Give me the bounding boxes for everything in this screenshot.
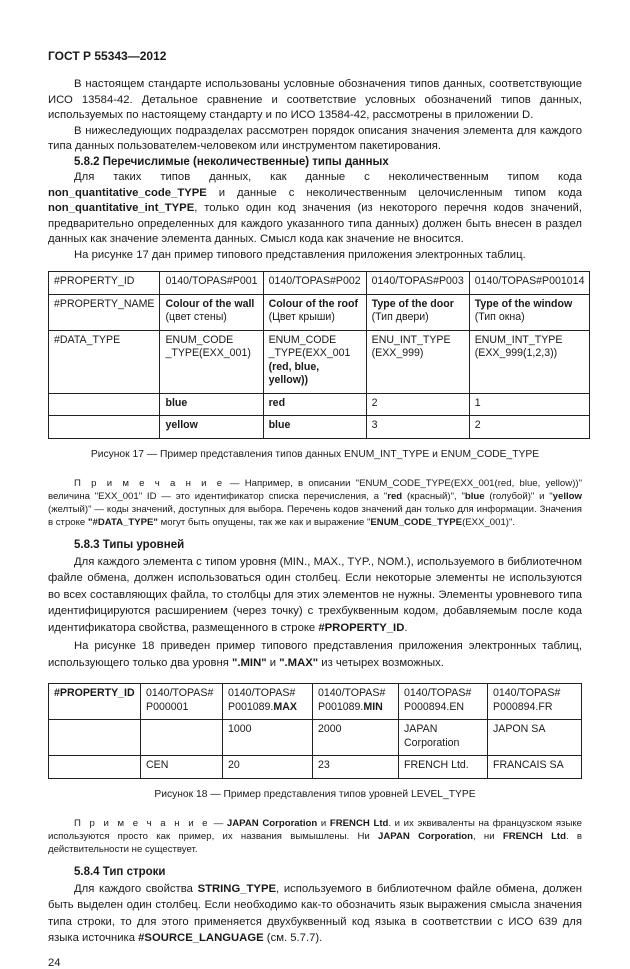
bold-text: blue	[165, 396, 188, 409]
bold-text: red	[387, 490, 403, 502]
bold-text: STRING_TYPE	[197, 882, 277, 895]
bold-text: MAX	[273, 700, 297, 713]
table-cell	[313, 684, 399, 720]
table-row	[49, 272, 590, 295]
bold-text: Colour of the roof	[268, 297, 359, 310]
text: 2	[474, 419, 481, 431]
bold-text: non_quantitative_code_TYPE	[48, 186, 207, 199]
table-cell	[49, 416, 160, 439]
text: ENUM_CODE	[268, 333, 337, 346]
text: ENUM_INT_TYPE	[474, 333, 563, 346]
document-header: ГОСТ Р 55343—2012	[48, 49, 167, 63]
text: 23	[318, 759, 330, 772]
note	[48, 817, 582, 857]
bold-text: "#DATA_TYPE"	[87, 517, 158, 529]
table-cell	[263, 294, 366, 330]
table-row	[49, 294, 590, 330]
table-row	[49, 393, 590, 416]
figure-17-caption: Рисунок 17 — Пример представления типов данных ENUM_INT_TYPE и ENUM_CODE_TYPE	[90, 448, 540, 460]
text: 0140/TOPAS#P002	[268, 275, 361, 287]
paragraph	[48, 638, 582, 671]
text: (Тип двери)	[371, 311, 429, 323]
text: _TYPE(EXX_001)	[165, 347, 251, 359]
text: P000894.EN	[404, 700, 465, 713]
text: 0140/TOPAS#P003	[371, 275, 464, 287]
figure-18-caption: Рисунок 18 — Пример представления типов уровней LEVEL_TYPE	[154, 788, 476, 800]
text: P000894.FR	[493, 700, 553, 713]
text: (цвет стены)	[165, 311, 227, 323]
bold-text: FRENCH Ltd	[502, 831, 566, 843]
table-cell	[141, 684, 223, 720]
text: 0140/TOPAS#	[228, 687, 296, 700]
text: ENUM_CODE	[165, 333, 234, 346]
table-cell	[399, 756, 488, 779]
figure-18-table	[48, 683, 582, 779]
table-cell	[141, 720, 223, 756]
table-cell	[160, 330, 263, 393]
text: могут быть опущены, так же как и выражение "	[157, 517, 371, 529]
text: 0140/TOPAS#	[404, 687, 472, 700]
page-number: 24	[48, 956, 61, 969]
table-cell	[469, 294, 590, 330]
table-cell	[263, 330, 366, 393]
bold-text: #SOURCE_LANGUAGE	[138, 932, 264, 945]
table-cell	[160, 294, 263, 330]
table-row	[49, 756, 582, 779]
text: .	[404, 621, 408, 634]
table-cell	[399, 684, 488, 720]
bold-text: ENUM_CODE_TYPE	[370, 517, 463, 529]
text: CEN	[146, 759, 169, 772]
table-cell	[263, 272, 366, 295]
text: и	[266, 656, 280, 669]
text: P001089.	[228, 700, 274, 713]
bold-text: red	[268, 396, 286, 409]
bold-text: yellow	[165, 419, 198, 431]
text: 0140/TOPAS#	[493, 687, 561, 700]
text: (Цвет крыши)	[268, 311, 335, 323]
text: FRENCH Ltd.	[404, 759, 469, 772]
table-cell	[49, 393, 160, 416]
bold-text: Type of the door	[371, 297, 454, 310]
text: 1000	[228, 723, 252, 736]
text: 3	[371, 419, 378, 431]
table-cell	[469, 416, 590, 439]
bold-text: yellow	[552, 490, 582, 502]
table-cell	[469, 330, 590, 393]
table-cell	[49, 330, 160, 393]
bold-text: (red, blue, yellow))	[268, 360, 320, 386]
text: 20	[228, 759, 240, 772]
bold-text: MIN	[363, 700, 383, 713]
bold-text: #PROPERTY_ID	[318, 621, 405, 634]
text: P001089.	[318, 700, 364, 713]
paragraph	[48, 170, 582, 248]
text: Для таких типов данных, как данные с неколичественным типом кода	[74, 171, 582, 183]
text: В нижеследующих подразделах рассмотрен порядок описания значения элемента для каждого типа данных пользователем-человеком или инструментом пакетирования.	[48, 124, 582, 152]
section-heading-5-8-2: 5.8.2 Перечислимые (неколичественные) типы данных	[74, 155, 389, 168]
bold-text: non_quantitative_int_TYPE	[48, 202, 195, 214]
text: JAPAN	[404, 723, 438, 736]
text: — Например, в описании "ENUM_CODE_TYPE(EXX_001(red, blue, yellow))" величина "EXX_001" ID — это идентификатор списка перечисления, а "	[48, 477, 582, 502]
table-cell	[49, 272, 160, 295]
text: #PROPERTY_ID	[54, 275, 135, 287]
table-cell	[160, 416, 263, 439]
text: , только один код значения (из некоторого перечня кодов значений, предварительно определенных для каждого указанного типа данных) должен быть внесен в раздел данных как значение элемента данных. Смысл кода как значение не вносится.	[48, 202, 582, 245]
table-cell	[488, 720, 582, 756]
table-cell	[488, 684, 582, 720]
table-cell	[49, 294, 160, 330]
paragraph	[48, 881, 582, 947]
text: из четырех возможных.	[318, 656, 444, 669]
figure-17-table	[48, 271, 590, 439]
table-cell	[469, 393, 590, 416]
text: и данные с неколичественным целочисленным типом кода	[206, 186, 582, 199]
bold-text: blue	[268, 419, 291, 431]
text: В настоящем стандарте использованы условные обозначения типов данных, соответствующие ИСО 13584-42. Детальное сравнение и соответствие условных обозначений типов данных, используемых по настоящему стандарту и по ИСО 13584-42, рассмотрены в приложении D.	[48, 78, 582, 121]
text: ENU_INT_TYPE	[371, 333, 451, 346]
table-cell	[160, 272, 263, 295]
text: Для каждого элемента с типом уровня (MIN., MAX., TYP., NOM.), используемого в библиотечном файле обмена, должен использоваться один столбец. Если некоторые элементы не используются во всех составляющих файла, то столбцы для этих элементов не нужны. Элементы уровневого типа идентифицируются расширением (через точку) с трехбуквенным кодом, добавляемым после кода идентификатора свойства, размещенного в строке	[48, 555, 582, 634]
text: (красный)", "	[402, 490, 465, 502]
text: Для каждого свойства	[74, 882, 198, 895]
table-row	[49, 416, 590, 439]
paragraph	[48, 77, 582, 124]
text: 2000	[318, 723, 342, 736]
text: . и их эквиваленты на французском языке используются просто как пример, их названия вымышлены. Ни	[48, 817, 582, 843]
table-row	[49, 330, 590, 393]
paragraph	[48, 124, 582, 155]
bold-text: JAPAN Corporation	[378, 831, 473, 843]
text: (голубой)" и "	[484, 490, 553, 502]
text: FRANCAIS SA	[493, 759, 564, 772]
table-row	[49, 684, 582, 720]
table-cell	[313, 756, 399, 779]
text: 2	[371, 396, 378, 409]
text: и	[317, 817, 330, 829]
bold-text: Type of the window	[474, 297, 573, 310]
text: JAPON SA	[493, 723, 546, 736]
table-cell	[469, 272, 590, 295]
table-cell	[49, 756, 141, 779]
text: 0140/TOPAS#P001014	[474, 275, 585, 287]
text: На рисунке 18 приведен пример типового представления приложения электронных таблиц, использующего только два уровня	[48, 640, 582, 669]
table-cell	[223, 720, 313, 756]
text: , ни	[473, 831, 503, 843]
text: (EXX_999)	[371, 347, 424, 359]
bold-text: blue	[464, 490, 485, 502]
text: (EXX_999(1,2,3))	[474, 347, 558, 359]
bold-text: #PROPERTY_ID	[54, 687, 135, 700]
table-cell	[313, 720, 399, 756]
text: 1	[474, 396, 481, 409]
note	[48, 477, 582, 530]
text: #DATA_TYPE	[54, 333, 121, 346]
text: 0140/TOPAS#	[146, 687, 214, 700]
table-cell	[399, 720, 488, 756]
bold-text: FRENCH Ltd	[329, 817, 389, 829]
table-row	[49, 720, 582, 756]
text: . в действительности не существует.	[48, 831, 583, 856]
section-heading-5-8-3: 5.8.3 Типы уровней	[74, 539, 185, 552]
bold-text: ".MIN"	[232, 656, 267, 669]
section-heading-5-8-4: 5.8.4 Тип строки	[74, 866, 166, 879]
table-cell	[366, 272, 469, 295]
table-cell	[366, 330, 469, 393]
note-label: П р и м е ч а н и е	[74, 477, 225, 489]
text: #PROPERTY_NAME	[54, 297, 155, 310]
note-label: П р и м е ч а н и е	[74, 817, 211, 829]
text: 0140/TOPAS#P001	[165, 275, 258, 287]
table-cell	[141, 756, 223, 779]
paragraph	[48, 554, 582, 637]
bold-text: Colour of the wall	[165, 297, 255, 310]
table-cell	[488, 756, 582, 779]
table-cell	[263, 416, 366, 439]
text: 0140/TOPAS#	[318, 687, 386, 700]
table-cell	[223, 684, 313, 720]
paragraph	[48, 248, 582, 264]
text: (Тип окна)	[474, 311, 525, 323]
text: —	[210, 817, 227, 829]
table-cell	[223, 756, 313, 779]
table-cell	[366, 416, 469, 439]
bold-text: ".MAX"	[279, 656, 319, 669]
text: (желтый)" — коды значений, доступных для выбора. Перечень кодов значений дан только для информации. Значения в строке	[48, 503, 582, 529]
table-cell	[366, 393, 469, 416]
text: , используемого в библиотечном файле обмена, должен быть выделен один столбец. Если необходимо как-то обозначить язык выражения смысла значения типа строки, то для этого применяется двухбуквенный код языка в соответствии с ИСО 639 для языка источника	[48, 882, 582, 945]
text: _TYPE(EXX_001	[268, 347, 351, 359]
text: На рисунке 17 дан пример типового представления приложения электронных таблиц.	[74, 248, 526, 261]
table-cell	[366, 294, 469, 330]
text: (см. 5.7.7).	[263, 932, 323, 945]
table-cell	[263, 393, 366, 416]
table-cell	[49, 720, 141, 756]
bold-text: JAPAN Corporation	[226, 817, 318, 829]
text: P000001	[146, 700, 189, 713]
table-cell	[160, 393, 263, 416]
text: Corporation	[404, 736, 460, 749]
text: (EXX_001)".	[462, 517, 516, 529]
table-cell	[49, 684, 141, 720]
